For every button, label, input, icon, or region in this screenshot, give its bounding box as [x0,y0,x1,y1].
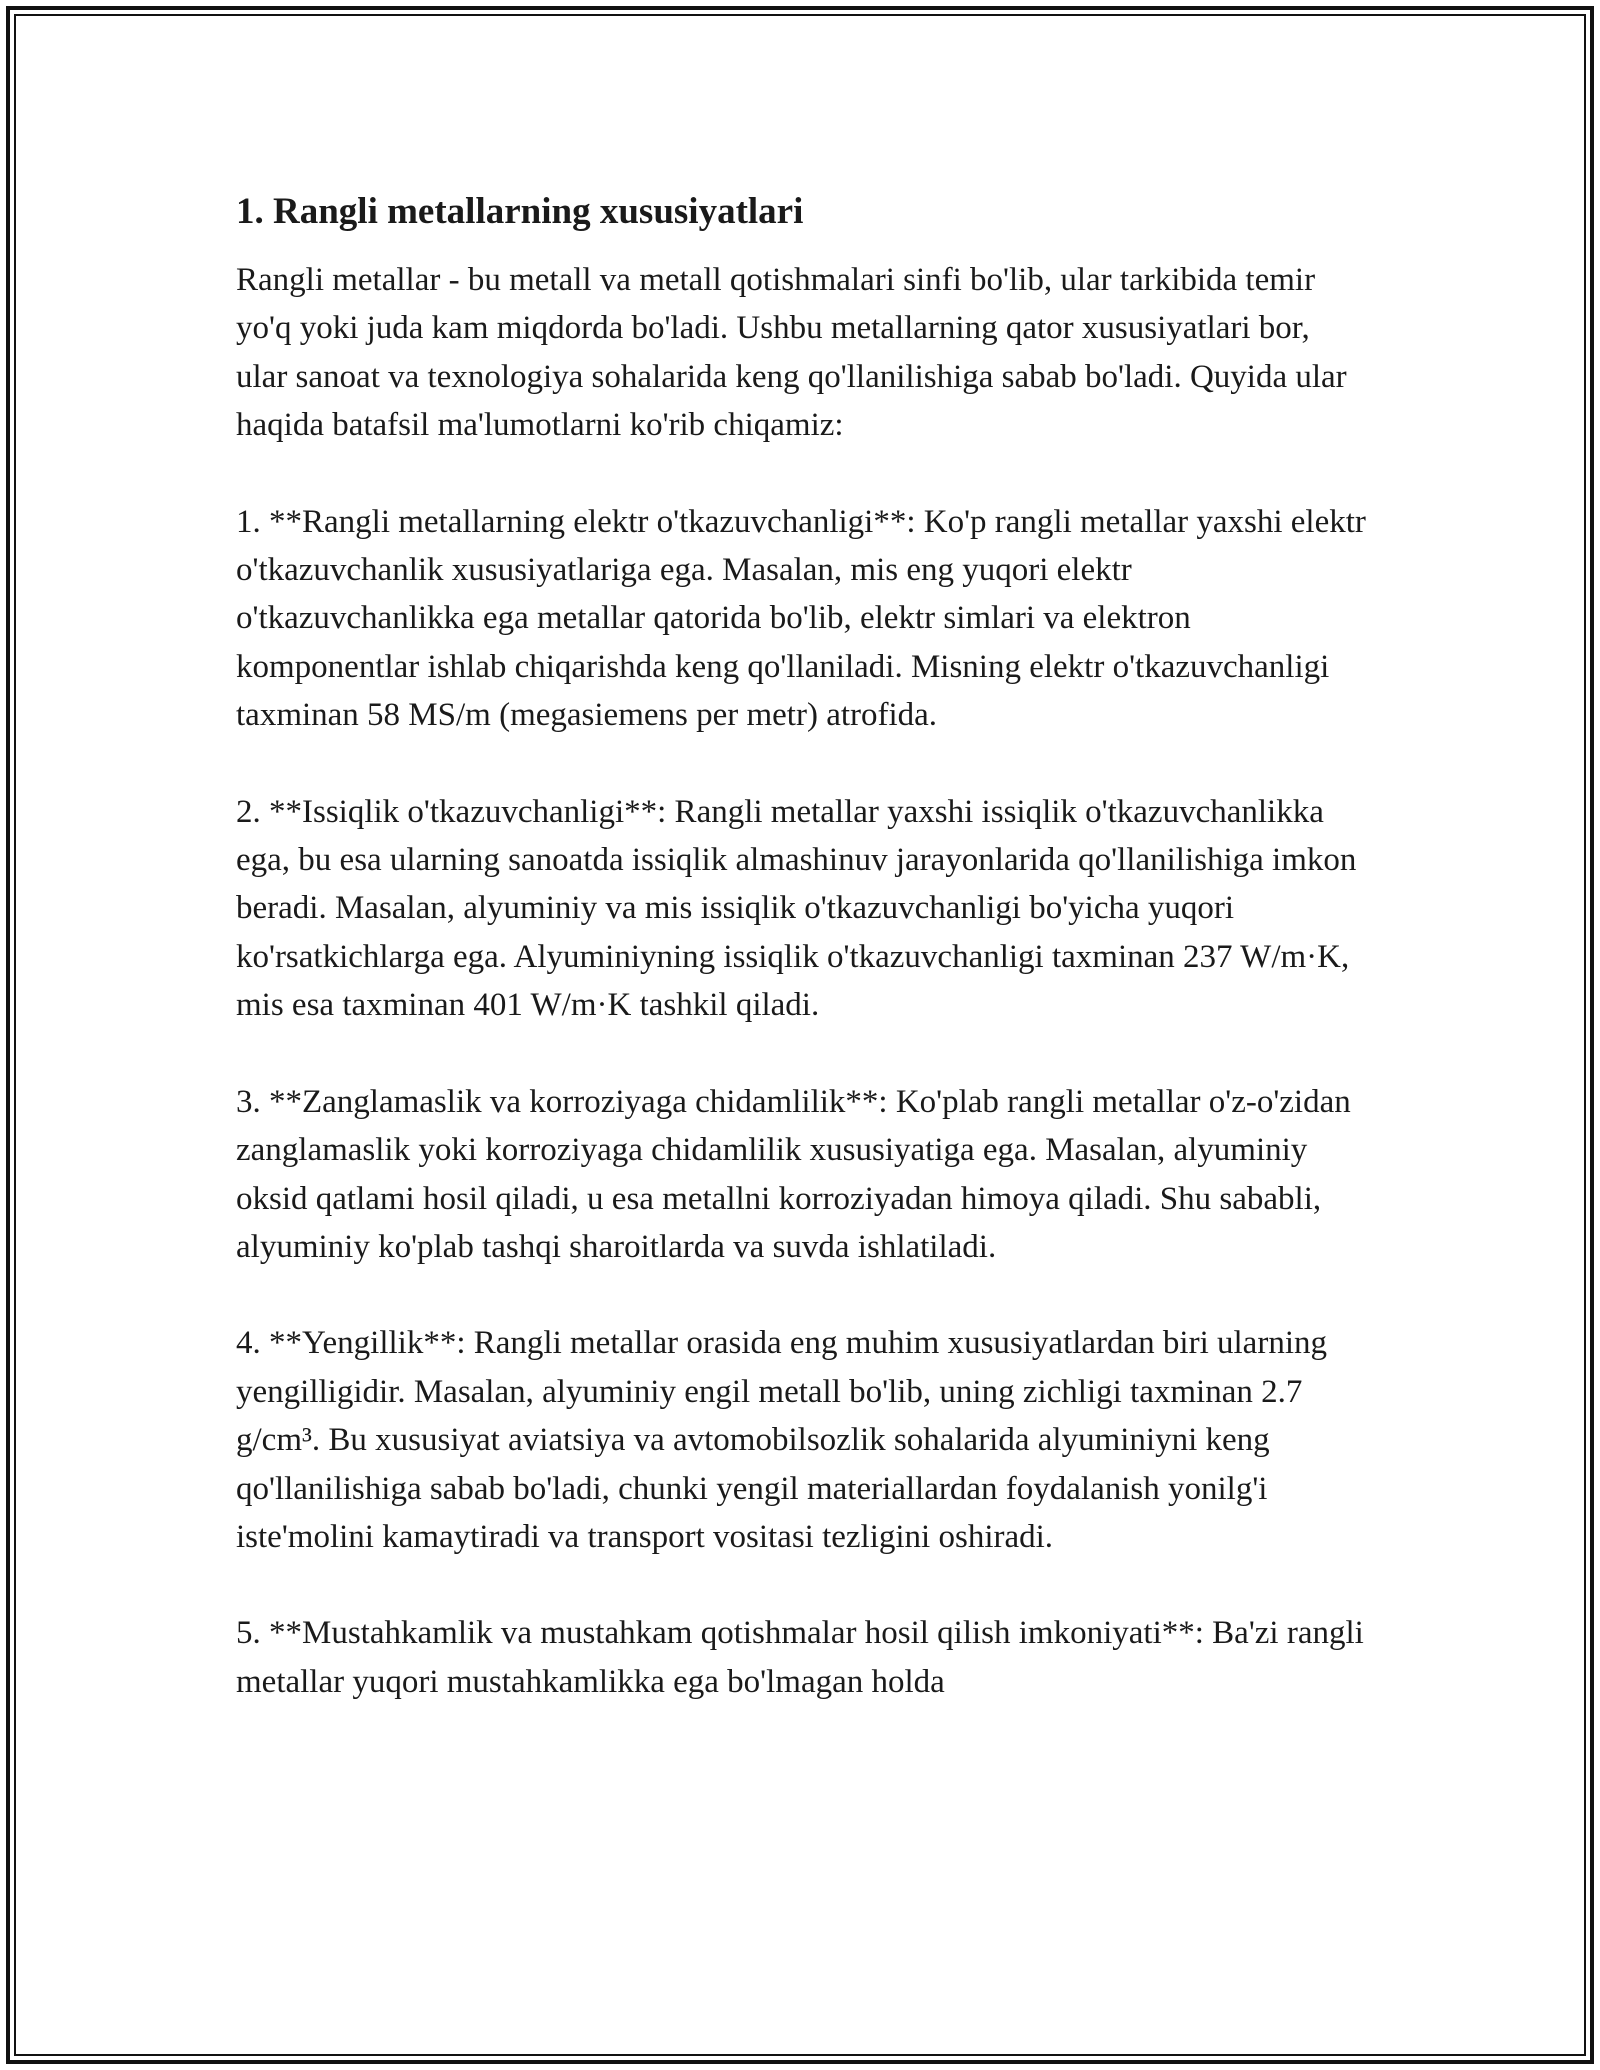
paragraph-corrosion-resistance: 3. **Zanglamaslik va korroziyaga chidamlilik**: Ko'plab rangli metallar o'z-o'zidan zanglamaslik yoki korroziyaga chidamlilik xususiyatiga ega. Masalan, alyuminiy oksid qatlami hosil qiladi, u esa metallni korroziyadan himoya qiladi. Shu sababli, alyuminiy ko'plab tashqi sharoitlarda va suvda ishlatiladi. [236,1083,1351,1265]
paragraph-thermal-conductivity: 2. **Issiqlik o'tkazuvchanligi**: Rangli metallar yaxshi issiqlik o'tkazuvchanlikka ega, bu esa ularning sanoatda issiqlik almashinuv jarayonlarida qo'llanilishiga imkon beradi. Masalan, alyuminiy va mis issiqlik o'tkazuvchanligi bo'yicha yuqori ko'rsatkichlarga ega. Alyuminiyning issiqlik o'tkazuvchanligi taxminan 237 W/m·K, mis esa taxminan 401 W/m·K tashkil qiladi. [236,793,1357,1024]
document-body [236,188,1366,1706]
paragraph-lightness: 4. **Yengillik**: Rangli metallar orasida eng muhim xususiyatlardan biri ularning yengilligidir. Masalan, alyuminiy engil metall bo'lib, uning zichligi taxminan 2.7 g/cm³. Bu xususiyat aviatsiya va avtomobilsozlik sohalarida alyuminiyni keng qo'llanilishiga sabab bo'ladi, chunki yengil materiallardan foydalanish yonilg'i iste'molini kamaytiradi va transport vositasi tezligini oshiradi. [236,1325,1327,1555]
intro-paragraph: Rangli metallar - bu metall va metall qotishmalari sinfi bo'lib, ular tarkibida temir yo'q yoki juda kam miqdorda bo'ladi. Ushbu metallarning qator xususiyatlari bor, ular sanoat va texnologiya sohalarida keng qo'llanilishiga sabab bo'ladi. Quyida ular haqida batafsil ma'lumotlarni ko'rib chiqamiz: [236,262,1347,444]
paragraph-strength: 5. **Mustahkamlik va mustahkam qotishmalar hosil qilish imkoniyati**: Ba'zi rangli metallar yuqori mustahkamlikka ega bo'lmagan holda [236,1615,1364,1700]
paragraph-electrical-conductivity: 1. **Rangli metallarning elektr o'tkazuvchanligi**: Ko'p rangli metallar yaxshi elektr o'tkazuvchanlik xususiyatlariga ega. Masalan, mis eng yuqori elektr o'tkazuvchanlikka ega metallar qatorida bo'lib, elektr simlari va elektron komponentlar ishlab chiqarishda keng qo'llaniladi. Misning elektr o'tkazuvchanligi taxminan 58 MS/m (megasiemens per metr) atrofida. [236,503,1366,734]
section-heading: 1. Rangli metallarning xususiyatlari [236,191,804,232]
